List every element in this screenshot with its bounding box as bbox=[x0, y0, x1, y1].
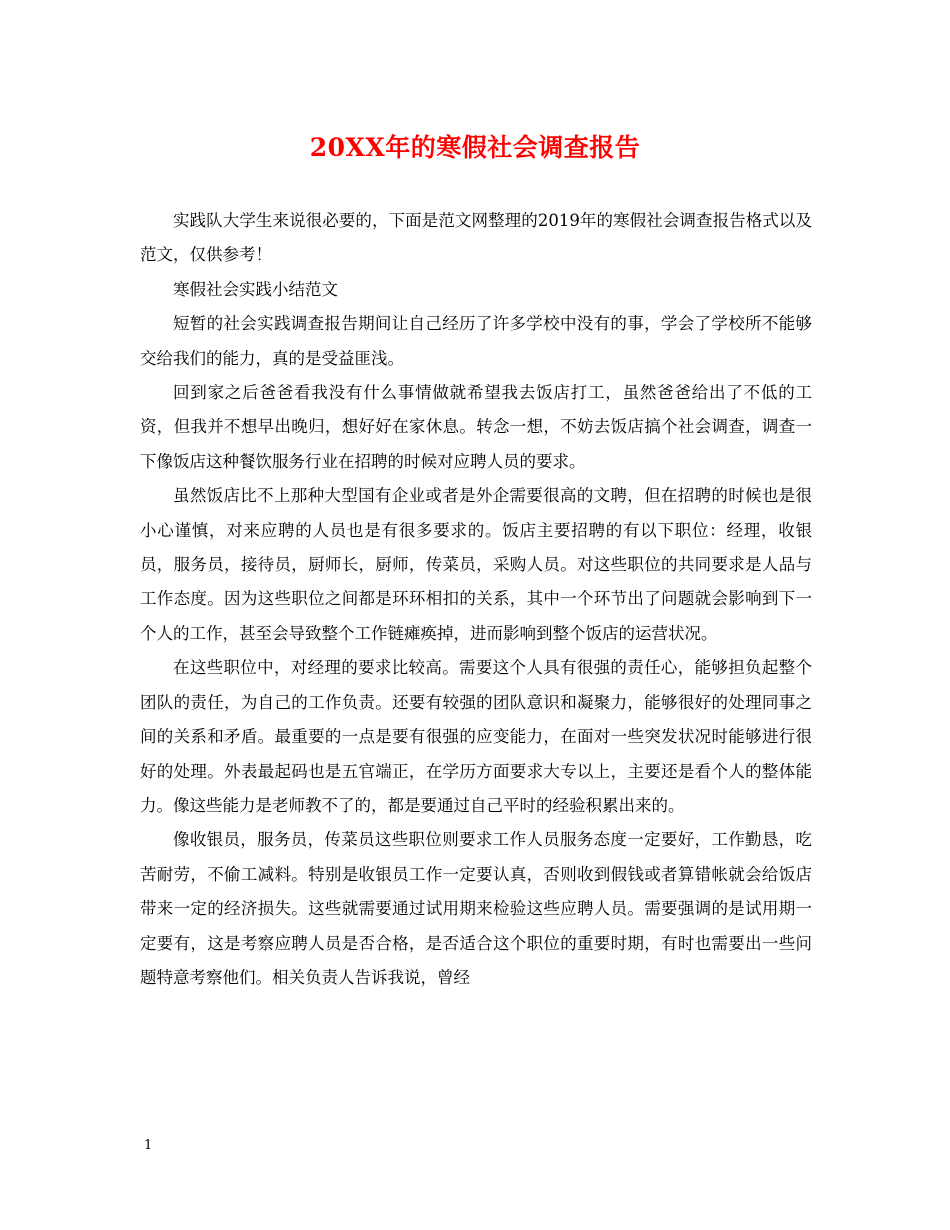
document-body bbox=[140, 204, 812, 995]
paragraph-body: 虽然饭店比不上那种大型国有企业或者是外企需要很高的文聘，但在招聘的时候也是很小心谨慎，对来应聘的人员也是有很多要求的。饭店主要招聘的有以下职位：经理，收银员，服务员，接待员，厨师长，厨师，传菜员，采购人员。对这些职位的共同要求是人品与工作态度。因为这些职位之间都是环环相扣的关系，其中一个环节出了问题就会影响到下一个人的工作，甚至会导致整个工作链瘫痪掉，进而影响到整个饭店的运营状况。 bbox=[140, 486, 812, 643]
paragraph-body: 短暂的社会实践调查报告期间让自己经历了许多学校中没有的事，学会了学校所不能够交给我们的能力，真的是受益匪浅。 bbox=[140, 314, 812, 368]
paragraph-subheading: 寒假社会实践小结范文 bbox=[173, 279, 338, 299]
paragraph-intro: 实践队大学生来说很必要的，下面是范文网整理的2019年的寒假社会调查报告格式以及范文，仅供参考！ bbox=[140, 211, 812, 265]
document-title: 20XX年的寒假社会调查报告 bbox=[309, 133, 641, 162]
page-number: 1 bbox=[144, 1138, 153, 1153]
paragraph-body: 像收银员，服务员，传菜员这些职位则要求工作人员服务态度一定要好，工作勤恳，吃苦耐劳，不偷工减料。特别是收银员工作一定要认真，否则收到假钱或者算错帐就会给饭店带来一定的经济损失。这些就需要通过试用期来检验这些应聘人员。需要强调的是试用期一定要有，这是考察应聘人员是否合格，是否适合这个职位的重要时期，有时也需要出一些问题特意考察他们。相关负责人告诉我说，曾经 bbox=[140, 830, 812, 987]
paragraph-body: 回到家之后爸爸看我没有什么事情做就希望我去饭店打工，虽然爸爸给出了不低的工资，但我并不想早出晚归，想好好在家休息。转念一想，不妨去饭店搞个社会调查，调查一下像饭店这种餐饮服务行业在招聘的时候对应聘人员的要求。 bbox=[140, 383, 812, 471]
paragraph-body: 在这些职位中，对经理的要求比较高。需要这个人具有很强的责任心，能够担负起整个团队的责任，为自己的工作负责。还要有较强的团队意识和凝聚力，能够很好的处理同事之间的关系和矛盾。最重要的一点是要有很强的应变能力，在面对一些突发状况时能够进行很好的处理。外表最起码也是五官端正，在学历方面要求大专以上，主要还是看个人的整体能力。像这些能力是老师教不了的，都是要通过自己平时的经验积累出来的。 bbox=[140, 658, 812, 815]
